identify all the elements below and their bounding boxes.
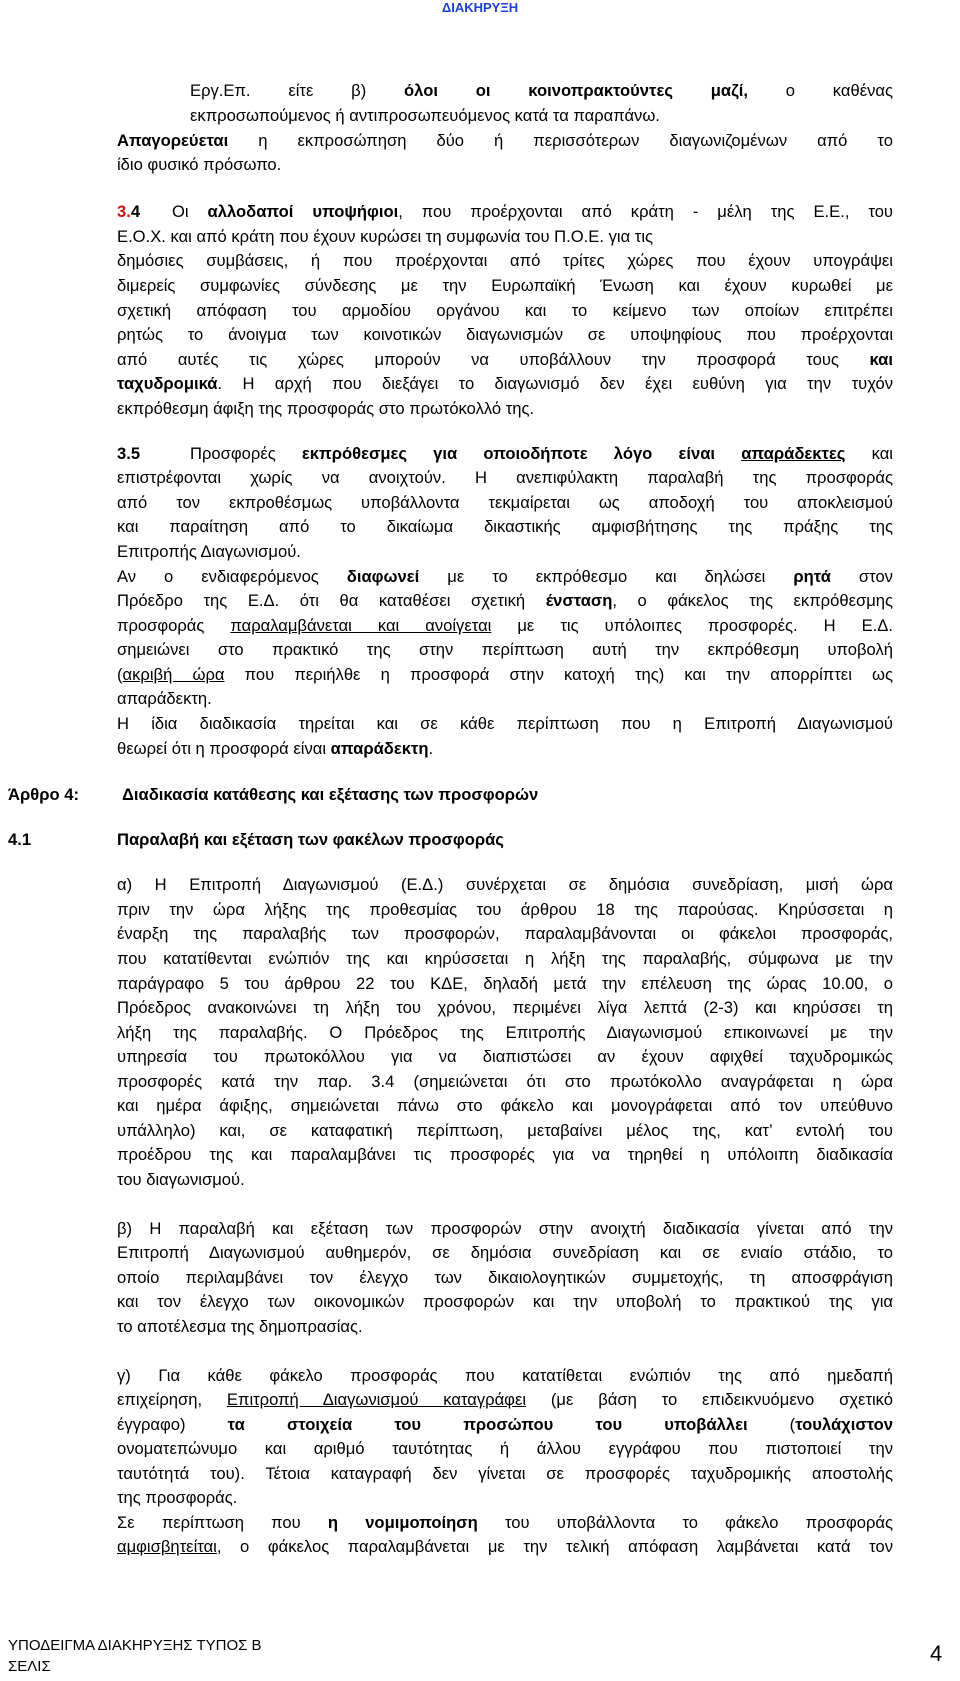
text-line: έγγραφο) τα στοιχεία του προσώπου του υποβάλλει (τουλάχιστον <box>117 1415 894 1434</box>
page-header: ΔΙΑΚΗΡΥΞΗ <box>441 0 519 15</box>
text-line: και τον έλεγχο των οικονομικών προσφορών και την υποβολή το πρακτικού της για <box>117 1292 893 1311</box>
text-line: Οι αλλοδαποί υποψήφιοι, που προέρχονται από κράτη - μέλη της Ε.Ε., του <box>172 202 893 221</box>
text-line: β) Η παραλαβή και εξέταση των προσφορών στην ανοιχτή διαδικασία γίνεται από την <box>117 1219 893 1238</box>
article-title: Διαδικασία κατάθεσης και εξέτασης των προσφορών <box>122 785 539 804</box>
text-line: (ακριβή ώρα που περιήλθε η προσφορά στην κατοχή της) και την απορρίπτει ως <box>117 665 894 684</box>
text-line: Απαγορεύεται η εκπροσώπηση δύο ή περισσότερων διαγωνιζομένων από το <box>117 131 893 150</box>
footer-line: ΣΕΛΙΣ <box>8 1658 51 1675</box>
text-line: και ημέρα άφιξης, σημειώνεται πάνω στο φάκελο και μονογράφεται από τον υπεύθυνο <box>117 1096 893 1115</box>
article-label: Άρθρο 4: <box>8 785 79 804</box>
text-line: επιστρέφονται χωρίς να ανοιχτούν. Η ανεπιφύλακτη παραλαβή της προσφοράς <box>117 468 893 487</box>
text-line: από τον εκπροθέσμως υποβάλλοντα τεκμαίρεται ως αποδοχή του αποκλεισμού <box>117 493 893 512</box>
text-line: οποίο περιλαμβάνει τον έλεγχο των δικαιολογητικών συμμετοχής, τη αποσφράγιση <box>117 1268 893 1287</box>
text-line: που κατατίθενται ενώπιόν της και κηρύσσεται η λήξη της παραλαβής, σύμφωνα με την <box>117 949 893 968</box>
text-line: αμφισβητείται, ο φάκελος παραλαμβάνεται με την τελική απόφαση λαμβάνεται κατά τον <box>117 1537 893 1556</box>
text-line: εκπρόθεσμη άφιξη της προσφοράς στο πρωτόκολλό της. <box>117 399 535 418</box>
text-line: ονοματεπώνυμο και αριθμό ταυτότητας ή άλλου εγγράφου που πιστοποιεί την <box>117 1439 893 1458</box>
text-line: έναρξη της παραλαβής των προσφορών, παραλαμβάνονται οι φάκελοι προσφοράς, <box>117 924 893 943</box>
text-line: Ε.Ο.Χ. και από κράτη που έχουν κυρώσει τη συμφωνία του Π.Ο.Ε. για τις <box>117 227 654 246</box>
text-line: Αν ο ενδιαφερόμενος διαφωνεί με το εκπρόθεσμο και δηλώσει ρητά στον <box>117 567 893 586</box>
text-line: ταχυδρομικά. Η αρχή που διεξάγει το διαγωνισμό δεν έχει ευθύνη για την τυχόν <box>117 374 893 393</box>
text-line: εκπροσωπούμενος ή αντιπροσωπευόμενος κατά τα παραπάνω. <box>190 106 660 125</box>
text-line: το αποτέλεσμα της δημοπρασίας. <box>117 1317 363 1336</box>
section-number: 3.4 <box>117 202 141 221</box>
text-line: υπάλληλο) και, σε καταφατική περίπτωση, μεταβαίνει μέλος της, κατ’ εντολή του <box>117 1121 893 1140</box>
text-line: Επιτροπή Διαγωνισμού αυθημερόν, σε δημόσια συνεδρίαση και σε ενιαίο στάδιο, το <box>117 1243 893 1262</box>
text-line: Η ίδια διαδικασία τηρείται και σε κάθε περίπτωση που η Επιτροπή Διαγωνισμού <box>117 714 893 733</box>
footer-line: ΥΠΟΔΕΙΓΜΑ ΔΙΑΚΗΡΥΞΗΣ ΤΥΠΟΣ Β <box>8 1637 262 1654</box>
text-line: λήξη της παραλαβής. Ο Πρόεδρος της Επιτροπής Διαγωνισμού επικοινωνεί με την <box>117 1023 893 1042</box>
text-line: θεωρεί ότι η προσφορά είναι απαράδεκτη. <box>117 739 434 758</box>
text-line: Προσφορές εκπρόθεσμες για οποιοδήποτε λόγο είναι απαράδεκτες και <box>190 444 893 463</box>
text-line: πριν την ώρα λήξης της προθεσμίας του άρθρου 18 της παρούσας. Κηρύσσεται η <box>117 900 893 919</box>
page-number: 4 <box>930 1641 943 1666</box>
text-line: από αυτές τις χώρες μπορούν να υποβάλλουν την προσφορά τους και <box>117 350 893 369</box>
text-line: Σε περίπτωση που η νομιμοποίηση του υποβάλλοντα το φάκελο προσφοράς <box>117 1513 893 1532</box>
text-line: ίδιο φυσικό πρόσωπο. <box>117 155 282 174</box>
text-line: παράγραφο 5 του άρθρου 22 του ΚΔΕ, δηλαδή μετά την επέλευση της ώρας 10.00, ο <box>117 974 893 993</box>
text-line: Εργ.Επ. είτε β) όλοι οι κοινοπρακτούντες μαζί, ο καθένας <box>190 81 893 100</box>
text-line: Πρόεδρος ανακοινώνει τη λήξη του χρόνου, περιμένει λίγα λεπτά (2-3) και κηρύσσει τη <box>117 998 893 1017</box>
section-title: Παραλαβή και εξέταση των φακέλων προσφοράς <box>117 830 504 849</box>
text-line: υπηρεσία του πρωτοκόλλου για να διαπιστώσει αν έχουν αφιχθεί ταχυδρομικώς <box>117 1047 893 1066</box>
text-line: ταυτότητά του). Τέτοια καταγραφή δεν γίνεται σε προσφορές ταχυδρομικής αποστολής <box>117 1464 893 1483</box>
text-line: γ) Για κάθε φάκελο προσφοράς που κατατίθεται ενώπιόν της από ημεδαπή <box>117 1366 893 1385</box>
text-line: προέδρου της και παραλαμβάνει τις προσφορές για να τηρηθεί η υπόλοιπη διαδικασία <box>117 1145 893 1164</box>
text-line: προσφορές κατά την παρ. 3.4 (σημειώνεται ότι στο πρωτόκολλο αναγράφεται η ώρα <box>117 1072 893 1091</box>
text-line: προσφοράς παραλαμβάνεται και ανοίγεται με τις υπόλοιπες προσφορές. Η Ε.Δ. <box>117 616 893 635</box>
text-line: επιχείρηση, Επιτροπή Διαγωνισμού καταγράφει (με βάση το επιδεικνυόμενο σχετικό <box>117 1390 894 1409</box>
text-line: Επιτροπής Διαγωνισμού. <box>117 542 301 561</box>
text-line: της προσφοράς. <box>117 1488 238 1507</box>
text-line: του διαγωνισμού. <box>117 1170 245 1189</box>
section-number: 4.1 <box>8 830 32 849</box>
text-line: και παραίτηση από το δικαίωμα δικαστικής αμφισβήτησης της πράξης της <box>117 517 893 536</box>
text-line: σημειώνει στο πρακτικό της στην περίπτωση αυτή την εκπρόθεσμη υποβολή <box>117 640 893 659</box>
text-line: ρητώς το άνοιγμα των κοινοτικών διαγωνισμών σε υποψηφίους που προέρχονται <box>117 325 893 344</box>
text-line: δημόσιες συμβάσεις, ή που προέρχονται από τρίτες χώρες που έχουν υπογράψει <box>117 251 893 270</box>
text-line: α) Η Επιτροπή Διαγωνισμού (Ε.Δ.) συνέρχεται σε δημόσια συνεδρίαση, μισή ώρα <box>117 875 893 894</box>
text-line: διμερείς συμφωνίες σύνδεσης με την Ευρωπαϊκή Ένωση και έχουν κυρωθεί με <box>117 276 893 295</box>
text-line: απαράδεκτη. <box>117 689 212 708</box>
text-line: Πρόεδρο της Ε.Δ. ότι θα καταθέσει σχετική ένσταση, ο φάκελος της εκπρόθεσμης <box>117 591 893 610</box>
text-line: σχετική απόφαση του αρμοδίου οργάνου και το κείμενο των οποίων επιτρέπει <box>117 301 893 320</box>
section-number: 3.5 <box>117 444 141 463</box>
